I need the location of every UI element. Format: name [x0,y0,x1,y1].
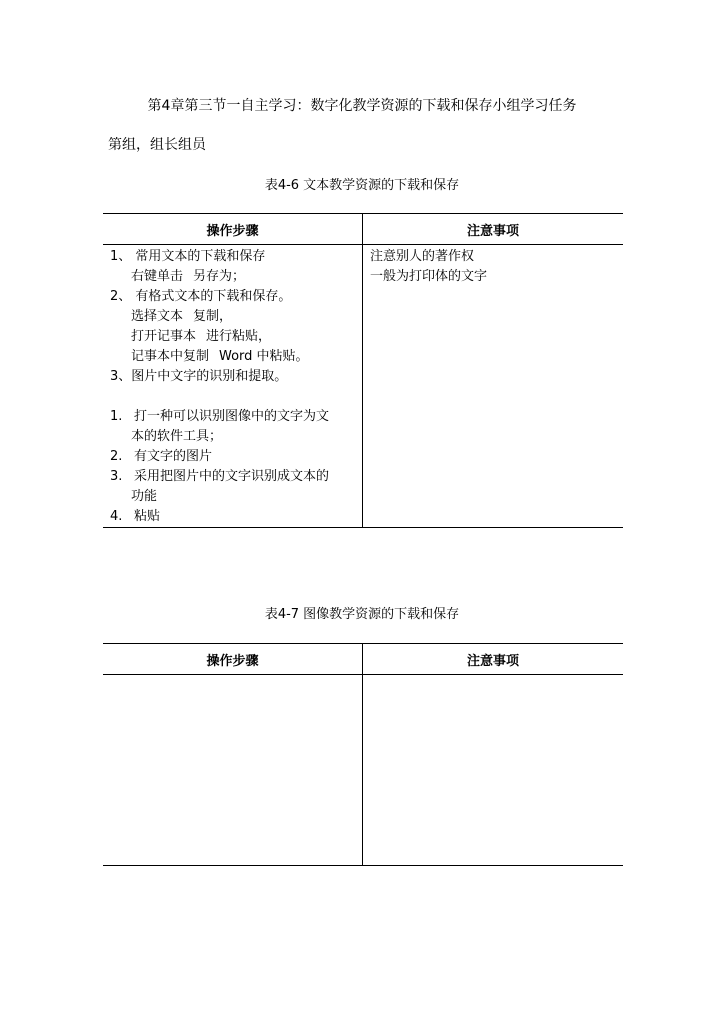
table-4-6-caption: 表4-6 文本教学资源的下载和保存 [264,178,460,193]
item-3-number: 3. [110,469,123,484]
header-notes: 注意事项 [363,214,624,245]
step-2-detail-1a: 选择文本 [131,309,184,324]
step-2-detail-1 [110,307,356,327]
step-1: 1、 常用文本的下载和保存 [110,249,266,264]
step-1-detail-b: 另存为； [193,269,246,284]
notes-cell-empty [363,675,624,866]
note-1: 注意别人的著作权 [370,249,475,264]
note-2: 一般为打印体的文字 [370,269,488,284]
item-4-text: 粘贴 [134,509,161,524]
header-notes: 注意事项 [363,644,624,675]
step-2-detail-3 [110,347,356,367]
item-3-text: 采用把图片中的文字识别成文本的 [134,469,330,484]
item-4-number: 4. [110,509,123,524]
table-header-row [103,214,623,245]
item-2-text: 有文字的图片 [134,449,213,464]
step-2-detail-2 [110,327,356,347]
item-1-number: 1. [110,409,123,424]
notes-cell [363,245,624,528]
item-2-number: 2. [110,449,123,464]
header-steps: 操作步骤 [103,644,363,675]
text-resources-table [103,213,623,528]
step-2-detail-1b: 复制， [193,309,233,324]
document-title: 第4章第三节一自主学习：数字化教学资源的下载和保存小组学习任务 [147,98,577,114]
table-row [103,245,623,528]
step-2-detail-3b: Word 中粘贴。 [219,349,309,364]
numbered-item-2 [110,447,356,467]
group-info-line: 第组，组长组员 [108,137,206,153]
steps-cell [103,245,363,528]
table-4-7-caption: 表4-7 图像教学资源的下载和保存 [264,607,460,622]
numbered-item-1-cont: 本的软件工具； [131,429,223,444]
numbered-item-1 [110,407,356,427]
step-2-detail-2b: 进行粘贴， [206,329,272,344]
item-1-text: 打一种可以识别图像中的文字为文 [134,409,330,424]
blank-line [110,387,356,407]
numbered-item-3-cont: 功能 [131,489,158,504]
header-steps: 操作步骤 [103,214,363,245]
steps-cell-empty [103,675,363,866]
table-header-row [103,644,623,675]
numbered-item-3 [110,467,356,487]
image-resources-table [103,643,623,866]
step-2-detail-2a: 打开记事本 [131,329,197,344]
numbered-item-4 [110,507,356,527]
step-2-detail-3a: 记事本中复制 [131,349,210,364]
step-1-detail-a: 右键单击 [131,269,184,284]
table-row [103,675,623,866]
step-2: 2、 有格式文本的下载和保存。 [110,289,292,304]
step-1-detail [110,267,356,287]
step-3: 3、图片中文字的识别和提取。 [110,369,288,384]
